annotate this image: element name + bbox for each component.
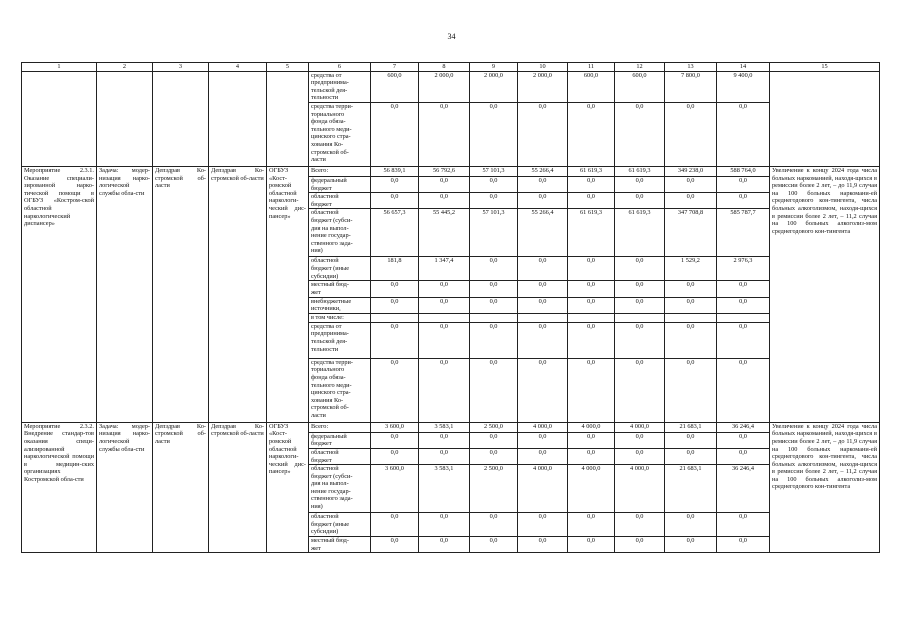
amount-cell: 0,0 xyxy=(518,176,568,192)
amount-cell: 0,0 xyxy=(568,537,615,553)
amount-cell: 0,0 xyxy=(470,297,518,313)
expected-result-cell: Увеличение к концу 2024 года числа больных наркоманией, находя-щихся в ремиссии более 2 лет, – до 11,9 случая на 100 больных наркомани-ей среднегодового кон-тингента, числа больных алкоголизмом, находя-щихся в ремиссии более 2 лет, – 11,2 случая на 100 больных алкоголиз-мом среднегодового кон-тингента xyxy=(770,166,880,422)
amount-cell: 0,0 xyxy=(615,322,665,358)
amount-cell: 0,0 xyxy=(568,448,615,464)
amount-cell: 0,0 xyxy=(717,322,770,358)
amount-cell: 0,0 xyxy=(717,102,770,166)
amount-cell: 4 000,0 xyxy=(615,465,665,513)
amount-cell: 0,0 xyxy=(371,281,419,297)
funding-source: средства терри- ториального фонда обяза- тельного меди- цинского стра- хования Ко- стромской об- ласти xyxy=(309,102,371,166)
funding-source: областной бюджет (иные субсидии) xyxy=(309,257,371,281)
column-header: 15 xyxy=(770,63,880,72)
amount-cell: 0,0 xyxy=(518,513,568,537)
amount-cell: 0,0 xyxy=(717,448,770,464)
amount-cell: 0,0 xyxy=(665,322,717,358)
executor-cell xyxy=(153,71,209,166)
amount-cell: 55 445,2 xyxy=(419,209,470,257)
amount-cell: 588 764,0 xyxy=(717,166,770,176)
participant-cell xyxy=(267,71,309,166)
amount-cell: 0,0 xyxy=(665,102,717,166)
amount-cell: 4 000,0 xyxy=(518,422,568,432)
participant-cell: ОГБУЗ «Кост-ромской областной наркологи-ческий дис-пансер» xyxy=(267,422,309,553)
column-header: 4 xyxy=(209,63,267,72)
page-number: 34 xyxy=(447,32,456,41)
amount-cell: 0,0 xyxy=(518,281,568,297)
amount-cell: 0,0 xyxy=(371,193,419,209)
amount-cell: 0,0 xyxy=(419,281,470,297)
amount-cell: 0,0 xyxy=(470,176,518,192)
amount-cell: 61 619,3 xyxy=(615,209,665,257)
participant-cell: ОГБУЗ «Кост-ромской областной наркологи-ческий дис-пансер» xyxy=(267,166,309,422)
amount-cell: 0,0 xyxy=(717,193,770,209)
amount-cell: 0,0 xyxy=(568,257,615,281)
amount-cell: 36 246,4 xyxy=(717,422,770,432)
amount-cell: 0,0 xyxy=(371,176,419,192)
responsible-cell xyxy=(209,71,267,166)
amount-cell: 0,0 xyxy=(568,432,615,448)
amount-cell: 0,0 xyxy=(470,358,518,422)
amount-cell: 2 500,0 xyxy=(470,422,518,432)
column-header: 2 xyxy=(97,63,153,72)
amount-cell: 0,0 xyxy=(615,537,665,553)
amount-cell: 21 683,1 xyxy=(665,465,717,513)
amount-cell: 0,0 xyxy=(665,281,717,297)
amount-cell: 0,0 xyxy=(419,448,470,464)
table-row xyxy=(22,71,880,102)
amount-cell: 0,0 xyxy=(717,281,770,297)
amount-cell: 0,0 xyxy=(371,102,419,166)
task-cell: Задача: модер-низация нарко-логической службы обла-сти xyxy=(97,422,153,553)
amount-cell: 0,0 xyxy=(717,537,770,553)
amount-cell: 0,0 xyxy=(470,322,518,358)
amount-cell: 3 583,1 xyxy=(419,422,470,432)
amount-cell: 600,0 xyxy=(615,71,665,102)
amount-cell: 0,0 xyxy=(717,513,770,537)
amount-cell: 2 976,3 xyxy=(717,257,770,281)
amount-cell xyxy=(470,313,518,322)
amount-cell: 56 792,6 xyxy=(419,166,470,176)
column-header: 14 xyxy=(717,63,770,72)
amount-cell xyxy=(615,313,665,322)
amount-cell: 0,0 xyxy=(371,322,419,358)
amount-cell: 0,0 xyxy=(568,102,615,166)
amount-cell: 1 529,2 xyxy=(665,257,717,281)
amount-cell: 4 000,0 xyxy=(568,422,615,432)
amount-cell: 0,0 xyxy=(518,102,568,166)
amount-cell: 0,0 xyxy=(615,257,665,281)
amount-cell: 2 000,0 xyxy=(419,71,470,102)
amount-cell: 0,0 xyxy=(419,102,470,166)
measure-cell: Мероприятие 2.3.2. Внедрение стандар-тов оказания специ-ализированной наркологической помощи в медицин-ских организациях Костромской обла-сти xyxy=(22,422,97,553)
amount-cell: 2 500,0 xyxy=(470,465,518,513)
column-header: 8 xyxy=(419,63,470,72)
amount-cell: 0,0 xyxy=(717,432,770,448)
amount-cell: 0,0 xyxy=(470,281,518,297)
executor-cell: Депздрав Ко-стромской об-ласти xyxy=(153,166,209,422)
amount-cell: 0,0 xyxy=(419,513,470,537)
amount-cell: 0,0 xyxy=(615,176,665,192)
amount-cell: 181,8 xyxy=(371,257,419,281)
amount-cell: 0,0 xyxy=(717,358,770,422)
amount-cell: 0,0 xyxy=(568,193,615,209)
amount-cell: 3 583,1 xyxy=(419,465,470,513)
amount-cell: 55 266,4 xyxy=(518,209,568,257)
amount-cell: 4 000,0 xyxy=(568,465,615,513)
table-row xyxy=(22,422,880,432)
expected-result-cell xyxy=(770,71,880,166)
amount-cell: 0,0 xyxy=(470,537,518,553)
task-cell: Задача: модер-низация нарко-логической службы обла-сти xyxy=(97,166,153,422)
amount-cell: 0,0 xyxy=(665,176,717,192)
amount-cell: 0,0 xyxy=(470,448,518,464)
measure-cell xyxy=(22,71,97,166)
amount-cell: 9 400,0 xyxy=(717,71,770,102)
amount-cell xyxy=(568,313,615,322)
amount-cell: 61 619,3 xyxy=(568,166,615,176)
amount-cell: 0,0 xyxy=(717,176,770,192)
funding-source: Всего: xyxy=(309,422,371,432)
funding-source: областной бюджет (иные субсидии) xyxy=(309,513,371,537)
amount-cell: 0,0 xyxy=(419,176,470,192)
table-row xyxy=(22,166,880,176)
funding-source: местный бюд- жет xyxy=(309,537,371,553)
column-header: 13 xyxy=(665,63,717,72)
funding-source: Всего: xyxy=(309,166,371,176)
amount-cell: 0,0 xyxy=(665,513,717,537)
amount-cell: 0,0 xyxy=(470,193,518,209)
amount-cell: 36 246,4 xyxy=(717,465,770,513)
amount-cell: 0,0 xyxy=(470,432,518,448)
amount-cell: 0,0 xyxy=(371,513,419,537)
amount-cell: 0,0 xyxy=(518,358,568,422)
amount-cell: 0,0 xyxy=(665,193,717,209)
amount-cell: 21 683,1 xyxy=(665,422,717,432)
amount-cell: 0,0 xyxy=(518,448,568,464)
funding-source: в том числе: xyxy=(309,313,371,322)
amount-cell: 0,0 xyxy=(615,513,665,537)
amount-cell: 0,0 xyxy=(665,432,717,448)
amount-cell: 0,0 xyxy=(665,358,717,422)
column-header: 6 xyxy=(309,63,371,72)
amount-cell: 0,0 xyxy=(665,297,717,313)
amount-cell: 3 600,0 xyxy=(371,465,419,513)
amount-cell: 0,0 xyxy=(470,102,518,166)
amount-cell: 0,0 xyxy=(568,281,615,297)
funding-source: областной бюджет (субси- дия на выпол- нение государ- ственного зада- ния) xyxy=(309,465,371,513)
funding-source: местный бюд- жет xyxy=(309,281,371,297)
amount-cell xyxy=(371,313,419,322)
amount-cell: 0,0 xyxy=(568,322,615,358)
amount-cell: 0,0 xyxy=(518,432,568,448)
funding-source: областной бюджет xyxy=(309,193,371,209)
amount-cell: 0,0 xyxy=(615,358,665,422)
funding-source: областной бюджет (субси- дия на выпол- нение государ- ственного зада- ния) xyxy=(309,209,371,257)
amount-cell: 0,0 xyxy=(371,537,419,553)
funding-source: средства терри- ториального фонда обяза- тельного меди- цинского стра- хования Ко- стромской об- ласти xyxy=(309,358,371,422)
funding-source: областной бюджет xyxy=(309,448,371,464)
amount-cell: 0,0 xyxy=(371,448,419,464)
funding-source: средства от предпринима- тельской дея- тельности xyxy=(309,71,371,102)
amount-cell: 0,0 xyxy=(371,297,419,313)
amount-cell: 0,0 xyxy=(568,358,615,422)
column-header: 5 xyxy=(267,63,309,72)
amount-cell: 0,0 xyxy=(518,537,568,553)
responsible-cell: Депздрав Ко-стромской об-ласти xyxy=(209,422,267,553)
amount-cell: 0,0 xyxy=(615,297,665,313)
amount-cell: 1 347,4 xyxy=(419,257,470,281)
amount-cell: 0,0 xyxy=(568,513,615,537)
amount-cell: 0,0 xyxy=(568,297,615,313)
funding-source: средства от предпринима- тельской дея- тельности xyxy=(309,322,371,358)
amount-cell: 600,0 xyxy=(568,71,615,102)
column-header: 3 xyxy=(153,63,209,72)
measure-cell: Мероприятие 2.3.1. Оказание специали-зированной нарко-тической помощи в ОГБУЗ «Костром-ской областной наркологический диспансер» xyxy=(22,166,97,422)
column-header: 1 xyxy=(22,63,97,72)
amount-cell: 55 266,4 xyxy=(518,166,568,176)
amount-cell: 0,0 xyxy=(518,322,568,358)
amount-cell: 7 800,0 xyxy=(665,71,717,102)
amount-cell: 0,0 xyxy=(665,448,717,464)
amount-cell: 0,0 xyxy=(419,432,470,448)
expected-result-cell: Увеличение к концу 2024 года числа больных наркоманией, находя-щихся в ремиссии более 2 лет, – до 11,9 случая на 100 больных наркомани-ей среднегодового кон-тингента, числа больных алкоголизмом, находя-щихся в ремиссии более 2 лет, – 11,2 случая на 100 больных алкоголиз-мом среднегодового кон-тингента xyxy=(770,422,880,553)
amount-cell: 0,0 xyxy=(371,432,419,448)
amount-cell: 0,0 xyxy=(615,193,665,209)
amount-cell xyxy=(419,313,470,322)
amount-cell: 2 000,0 xyxy=(470,71,518,102)
column-header: 7 xyxy=(371,63,419,72)
amount-cell: 0,0 xyxy=(568,176,615,192)
amount-cell: 57 101,3 xyxy=(470,209,518,257)
amount-cell: 0,0 xyxy=(419,193,470,209)
funding-source: федеральный бюджет xyxy=(309,432,371,448)
amount-cell: 3 600,0 xyxy=(371,422,419,432)
amount-cell xyxy=(518,313,568,322)
amount-cell: 0,0 xyxy=(518,193,568,209)
amount-cell xyxy=(665,313,717,322)
amount-cell: 0,0 xyxy=(615,102,665,166)
amount-cell: 0,0 xyxy=(470,257,518,281)
amount-cell: 0,0 xyxy=(419,358,470,422)
table-body xyxy=(22,63,880,553)
amount-cell: 585 787,7 xyxy=(717,209,770,257)
amount-cell: 0,0 xyxy=(419,322,470,358)
amount-cell: 0,0 xyxy=(665,537,717,553)
amount-cell: 4 000,0 xyxy=(615,422,665,432)
amount-cell: 4 000,0 xyxy=(518,465,568,513)
amount-cell: 56 657,3 xyxy=(371,209,419,257)
amount-cell: 0,0 xyxy=(419,537,470,553)
amount-cell: 0,0 xyxy=(717,297,770,313)
responsible-cell: Депздрав Ко-стромской об-ласти xyxy=(209,166,267,422)
column-header: 10 xyxy=(518,63,568,72)
amount-cell: 61 619,3 xyxy=(615,166,665,176)
funding-source: федеральный бюджет xyxy=(309,176,371,192)
amount-cell: 349 238,0 xyxy=(665,166,717,176)
column-header: 11 xyxy=(568,63,615,72)
header-row xyxy=(22,63,880,72)
funding-source: внебюджетные источники, xyxy=(309,297,371,313)
amount-cell: 0,0 xyxy=(419,297,470,313)
amount-cell: 56 839,1 xyxy=(371,166,419,176)
amount-cell: 0,0 xyxy=(615,281,665,297)
executor-cell: Депздрав Ко-стромской об-ласти xyxy=(153,422,209,553)
amount-cell: 0,0 xyxy=(615,448,665,464)
program-table xyxy=(21,62,880,553)
amount-cell: 0,0 xyxy=(518,257,568,281)
task-cell xyxy=(97,71,153,166)
amount-cell: 347 708,8 xyxy=(665,209,717,257)
amount-cell: 0,0 xyxy=(518,297,568,313)
amount-cell xyxy=(717,313,770,322)
amount-cell: 0,0 xyxy=(470,513,518,537)
amount-cell: 600,0 xyxy=(371,71,419,102)
amount-cell: 2 000,0 xyxy=(518,71,568,102)
amount-cell: 0,0 xyxy=(371,358,419,422)
column-header: 12 xyxy=(615,63,665,72)
amount-cell: 0,0 xyxy=(615,432,665,448)
column-header: 9 xyxy=(470,63,518,72)
amount-cell: 61 619,3 xyxy=(568,209,615,257)
amount-cell: 57 101,3 xyxy=(470,166,518,176)
